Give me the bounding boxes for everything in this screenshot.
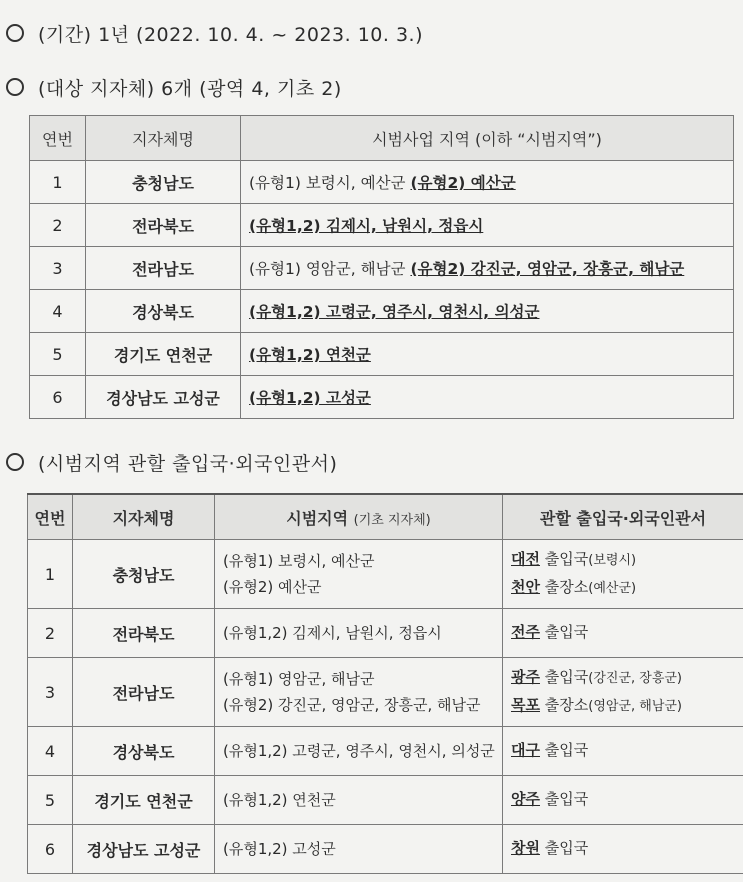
- header-region-label: 시범지역: [286, 508, 349, 528]
- row-number: 3: [28, 658, 73, 727]
- municipality-name: 경기도 연천군: [86, 333, 241, 376]
- office-line: [511, 786, 743, 814]
- table-row: [28, 658, 743, 727]
- targets-text: (대상 지자체) 6개 (광역 4, 기초 2): [38, 78, 342, 100]
- region-cell: [241, 161, 734, 204]
- office-city: 천안: [511, 578, 540, 596]
- bullet-offices: [6, 449, 337, 476]
- table-row: [30, 161, 734, 204]
- circle-bullet-icon: [6, 24, 24, 42]
- office-cell: [503, 658, 743, 727]
- office-type: 출입국: [544, 550, 589, 568]
- period-text: (기간) 1년 (2022. 10. 4. ~ 2023. 10. 3.): [38, 24, 424, 46]
- header-no: 연번: [30, 116, 86, 161]
- region-line: (유형1) 영암군, 해남군: [223, 670, 375, 688]
- region-cell: [215, 658, 503, 727]
- header-region: 시범사업 지역 (이하 “시범지역”): [241, 116, 734, 161]
- office-line: [511, 619, 743, 647]
- office-type: 출입국: [544, 668, 589, 686]
- office-type: 출입국: [544, 790, 589, 808]
- region-cell: [215, 609, 503, 658]
- table-row: [28, 727, 743, 776]
- header-name: 지자체명: [73, 494, 215, 540]
- office-cell: [503, 727, 743, 776]
- circle-bullet-icon: [6, 453, 24, 471]
- office-line: [511, 737, 743, 765]
- municipality-name: 충청남도: [73, 540, 215, 609]
- region-line: (유형2) 예산군: [223, 578, 322, 596]
- office-cell: [503, 540, 743, 609]
- office-cell: [503, 609, 743, 658]
- row-number: 6: [28, 825, 73, 874]
- region-cell: [241, 290, 734, 333]
- office-type: 출입국: [544, 623, 589, 641]
- region-highlight: (유형1,2) 연천군: [249, 346, 371, 364]
- municipality-name: 전라북도: [73, 609, 215, 658]
- row-number: 4: [30, 290, 86, 333]
- office-line: [511, 692, 743, 720]
- row-number: 1: [28, 540, 73, 609]
- table-row: [28, 776, 743, 825]
- bullet-period: [6, 20, 423, 47]
- row-number: 4: [28, 727, 73, 776]
- table-header-row: [28, 494, 743, 540]
- region-line: (유형1,2) 고령군, 영주시, 영천시, 의성군: [223, 742, 495, 760]
- office-city: 광주: [511, 668, 540, 686]
- office-city: 목포: [511, 696, 540, 714]
- office-line: [511, 574, 743, 602]
- office-note: (예산군): [588, 581, 637, 596]
- municipality-name: 충청남도: [86, 161, 241, 204]
- region-cell: [215, 727, 503, 776]
- region-line: (유형1,2) 고성군: [223, 840, 336, 858]
- region-plain: (유형1) 보령시, 예산군: [249, 174, 411, 192]
- header-no: 연번: [28, 494, 73, 540]
- row-number: 6: [30, 376, 86, 419]
- region-highlight: (유형1,2) 고성군: [249, 389, 371, 407]
- region-cell: [241, 247, 734, 290]
- table-row: [30, 290, 734, 333]
- table-header-row: [30, 116, 734, 161]
- region-highlight: (유형2) 예산군: [410, 174, 516, 192]
- table-row: [30, 204, 734, 247]
- table-row: [30, 376, 734, 419]
- municipality-name: 경상북도: [73, 727, 215, 776]
- municipality-name: 경기도 연천군: [73, 776, 215, 825]
- pilot-region-table: [29, 115, 734, 419]
- table-row: [28, 825, 743, 874]
- region-highlight: (유형1,2) 김제시, 남원시, 정읍시: [249, 217, 484, 235]
- table-row: [30, 247, 734, 290]
- region-line: (유형2) 강진군, 영암군, 장흥군, 해남군: [223, 696, 481, 714]
- region-cell: [241, 333, 734, 376]
- office-city: 창원: [511, 839, 540, 857]
- region-line: (유형1) 보령시, 예산군: [223, 552, 375, 570]
- header-name: 지자체명: [86, 116, 241, 161]
- row-number: 1: [30, 161, 86, 204]
- municipality-name: 경상남도 고성군: [86, 376, 241, 419]
- row-number: 3: [30, 247, 86, 290]
- region-cell: [215, 825, 503, 874]
- office-line: [511, 835, 743, 863]
- row-number: 2: [30, 204, 86, 247]
- jurisdiction-office-table: [27, 493, 743, 874]
- office-city: 대구: [511, 741, 540, 759]
- office-cell: [503, 776, 743, 825]
- office-city: 전주: [511, 623, 540, 641]
- office-note: (영암군, 해남군): [588, 699, 683, 714]
- region-plain: (유형1) 영암군, 해남군: [249, 260, 411, 278]
- region-line: (유형1,2) 김제시, 남원시, 정읍시: [223, 624, 442, 642]
- office-note: (강진군, 장흥군): [588, 671, 683, 686]
- table-row: [30, 333, 734, 376]
- region-highlight: (유형2) 강진군, 영암군, 장흥군, 해남군: [410, 260, 685, 278]
- table-row: [28, 540, 743, 609]
- region-cell: [241, 204, 734, 247]
- municipality-name: 경상북도: [86, 290, 241, 333]
- office-line: [511, 664, 743, 692]
- office-city: 양주: [511, 790, 540, 808]
- office-type: 출입국: [544, 839, 589, 857]
- region-highlight: (유형1,2) 고령군, 영주시, 영천시, 의성군: [249, 303, 540, 321]
- offices-text: (시범지역 관할 출입국·외국인관서): [38, 453, 338, 475]
- bullet-targets: [6, 74, 342, 101]
- header-region: [215, 494, 503, 540]
- header-region-note: (기초 지자체): [353, 512, 431, 528]
- row-number: 2: [28, 609, 73, 658]
- table-row: [28, 609, 743, 658]
- office-type: 출장소: [544, 696, 589, 714]
- office-line: [511, 546, 743, 574]
- office-note: (보령시): [588, 553, 637, 568]
- office-city: 대전: [511, 550, 540, 568]
- region-cell: [215, 776, 503, 825]
- circle-bullet-icon: [6, 78, 24, 96]
- municipality-name: 전라남도: [86, 247, 241, 290]
- row-number: 5: [30, 333, 86, 376]
- region-cell: [215, 540, 503, 609]
- municipality-name: 전라북도: [86, 204, 241, 247]
- municipality-name: 경상남도 고성군: [73, 825, 215, 874]
- office-type: 출장소: [544, 578, 589, 596]
- office-cell: [503, 825, 743, 874]
- region-cell: [241, 376, 734, 419]
- row-number: 5: [28, 776, 73, 825]
- header-office: 관할 출입국·외국인관서: [503, 494, 743, 540]
- municipality-name: 전라남도: [73, 658, 215, 727]
- office-type: 출입국: [544, 741, 589, 759]
- region-line: (유형1,2) 연천군: [223, 791, 336, 809]
